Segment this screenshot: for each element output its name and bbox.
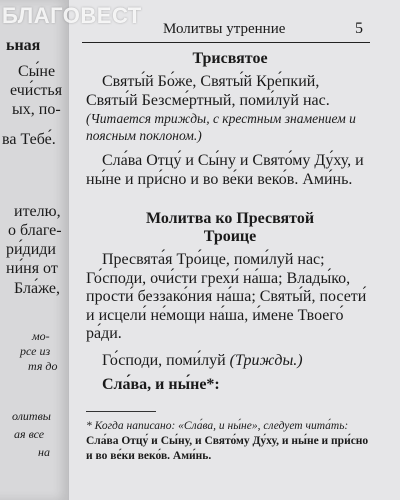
trisagion-note: (Читается трижды, с крестным знамением и поясным поклоном.)	[86, 111, 356, 143]
watermark-logo: БЛАГОВЕСТ	[2, 3, 142, 28]
page-content	[86, 48, 374, 395]
footnote-bold: Сла́ва Отцу́ и Сы́ну, и Свято́му Ду́ху, и ны́не и при́сно и во ве́ки веко́в. Ами́нь.	[86, 435, 369, 462]
thrice-rubric: (Трижды.)	[229, 351, 303, 369]
left-fragment: рсе из	[20, 344, 51, 358]
lord-have-mercy	[86, 352, 374, 371]
footnote-italic: * Когда написано: «Сла́ва, и ны́не», следует чита́ть:	[86, 420, 349, 432]
left-fragment: Бла́же,	[14, 280, 61, 297]
left-fragment: Сы́не	[18, 63, 56, 80]
glory-and-now: Сла́ва, и ны́не*:	[102, 376, 220, 393]
glory-text: Сла́ва Отцу́ и Сы́ну и Свято́му Ду́ху, и ны́не и при́сно и во ве́ки веко́в. Ами́нь.	[86, 152, 364, 188]
left-fragment: тя до	[28, 359, 58, 373]
left-fragment: ри́диди	[6, 241, 56, 258]
running-title: Молитвы утренние	[163, 21, 286, 37]
footnote-rule	[86, 411, 156, 412]
left-fragment: ых, по-	[12, 101, 61, 118]
left-fragment: ьная	[6, 37, 41, 54]
header-rule	[82, 42, 370, 43]
facing-page	[0, 0, 69, 500]
page-number: 5	[355, 20, 363, 37]
left-fragment: мо-	[32, 329, 50, 343]
lord-mercy-text: Го́споди, поми́луй	[102, 351, 226, 369]
trisagion-text: Святы́й Бо́же, Святы́й Кре́пкий, Святы́й Безсме́ртный, поми́луй нас.	[86, 73, 330, 109]
left-fragment: ва Тебе́.	[2, 131, 56, 148]
footnote	[86, 419, 374, 464]
left-fragment: ая все	[14, 427, 45, 441]
left-fragment: о благе-	[8, 222, 62, 239]
trisagion-title: Трисвятое	[192, 50, 268, 67]
left-fragment: олитвы	[12, 409, 51, 423]
prayer-text: Пресвята́я Тро́ице, поми́луй нас; Го́споди, очи́сти грехи́ на́ша; Влады́ко, прости́ беззако́ния на́ша; Святы́й, посети́ и исцели́ не́мощи на́ша, и́мене Твоего́ ра́ди.	[86, 251, 367, 342]
left-fragment: ечи́стья	[10, 82, 63, 99]
prayer-title-line-2: Троице	[203, 228, 257, 245]
left-fragment: ни́ня от	[6, 260, 58, 277]
left-fragment: на	[38, 445, 50, 459]
left-fragment: ителю,	[14, 203, 61, 220]
prayer-title-line-1: Молитва ко Пресвятой	[145, 210, 315, 227]
